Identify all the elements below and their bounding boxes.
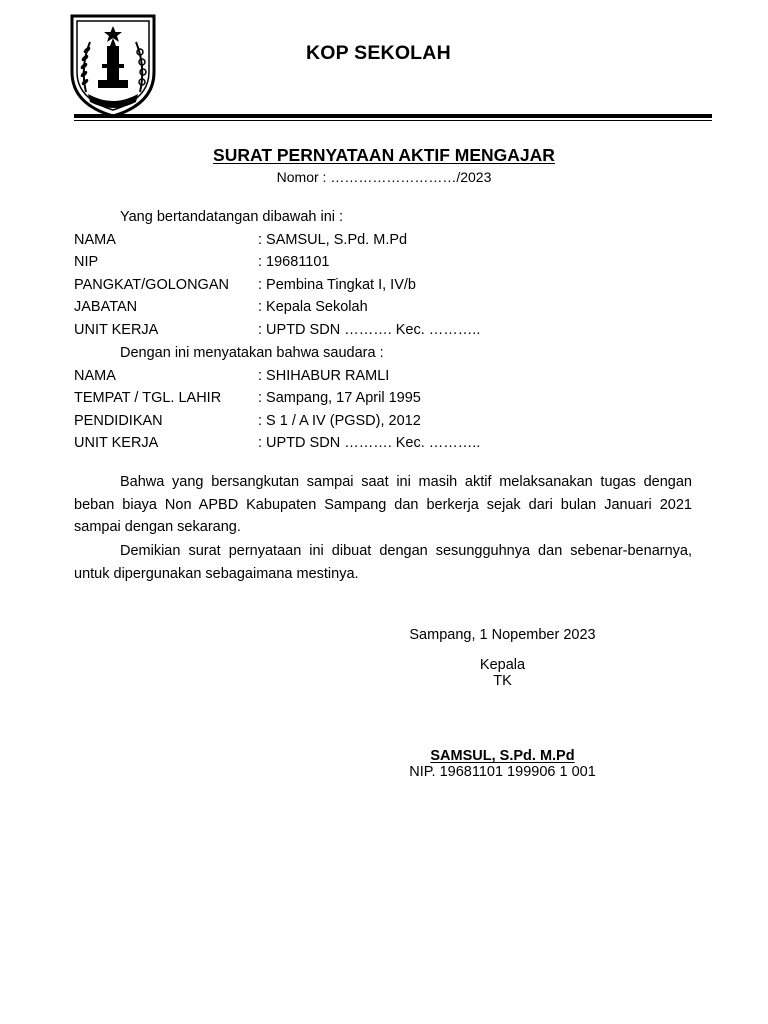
subject-unit-label: UNIT KERJA [74, 435, 159, 451]
signer-nip-label: NIP [74, 254, 99, 270]
subject-education-value: : S 1 / A IV (PGSD), 2012 [258, 413, 421, 429]
signer-position-value: : Kepala Sekolah [258, 299, 368, 315]
signer-nip-value: : 19681101 [258, 254, 330, 270]
document-number: Nomor : ………………………/2023 [276, 169, 492, 185]
statement-paragraph: Bahwa yang bersangkutan sampai saat ini masih aktif melaksanakan tugas dengan beban biaya Non APBD Kabupaten Sampang dan berkerja sejak dari bulan Januari 2021 sampai dengan sekarang. [74, 474, 692, 535]
signer-intro: Yang bertandatangan dibawah ini : [120, 209, 344, 225]
signature-place-date: Sampang, 1 Nopember 2023 [409, 627, 596, 643]
signer-unit-value: : UPTD SDN ………. Kec. ……….. [258, 322, 481, 338]
signer-name-value: : SAMSUL, S.Pd. M.Pd [258, 232, 408, 248]
subject-birth-label: TEMPAT / TGL. LAHIR [74, 390, 222, 406]
statement-intro: Dengan ini menyatakan bahwa saudara : [120, 345, 384, 361]
letterhead-divider-thick [74, 114, 712, 118]
signature-position-line-2: TK [493, 673, 512, 689]
regency-emblem-logo [66, 12, 160, 120]
signature-name: SAMSUL, S.Pd. M.Pd [430, 748, 575, 764]
signer-rank-label: PANGKAT/GOLONGAN [74, 277, 229, 293]
subject-name-value: : SHIHABUR RAMLI [258, 368, 390, 384]
school-letterhead-title: KOP SEKOLAH [306, 42, 451, 64]
subject-unit-value: : UPTD SDN ………. Kec. ……….. [258, 435, 481, 451]
letterhead-divider-thin [74, 120, 712, 121]
signer-rank-value: : Pembina Tingkat I, IV/b [258, 277, 416, 293]
signer-unit-label: UNIT KERJA [74, 322, 159, 338]
closing-paragraph: Demikian surat pernyataan ini dibuat dengan sesungguhnya dan sebenar-benarnya, untuk dipergunakan sebagaimana mestinya. [74, 543, 692, 582]
signer-name-label: NAMA [74, 232, 116, 248]
signature-position-line-1: Kepala [479, 657, 526, 673]
subject-name-label: NAMA [74, 368, 116, 384]
document-title: SURAT PERNYATAAN AKTIF MENGAJAR [213, 145, 555, 165]
subject-birth-value: : Sampang, 17 April 1995 [258, 390, 421, 406]
subject-education-label: PENDIDIKAN [74, 413, 163, 429]
signer-position-label: JABATAN [74, 299, 138, 315]
signature-nip: NIP. 19681101 199906 1 001 [409, 764, 596, 780]
